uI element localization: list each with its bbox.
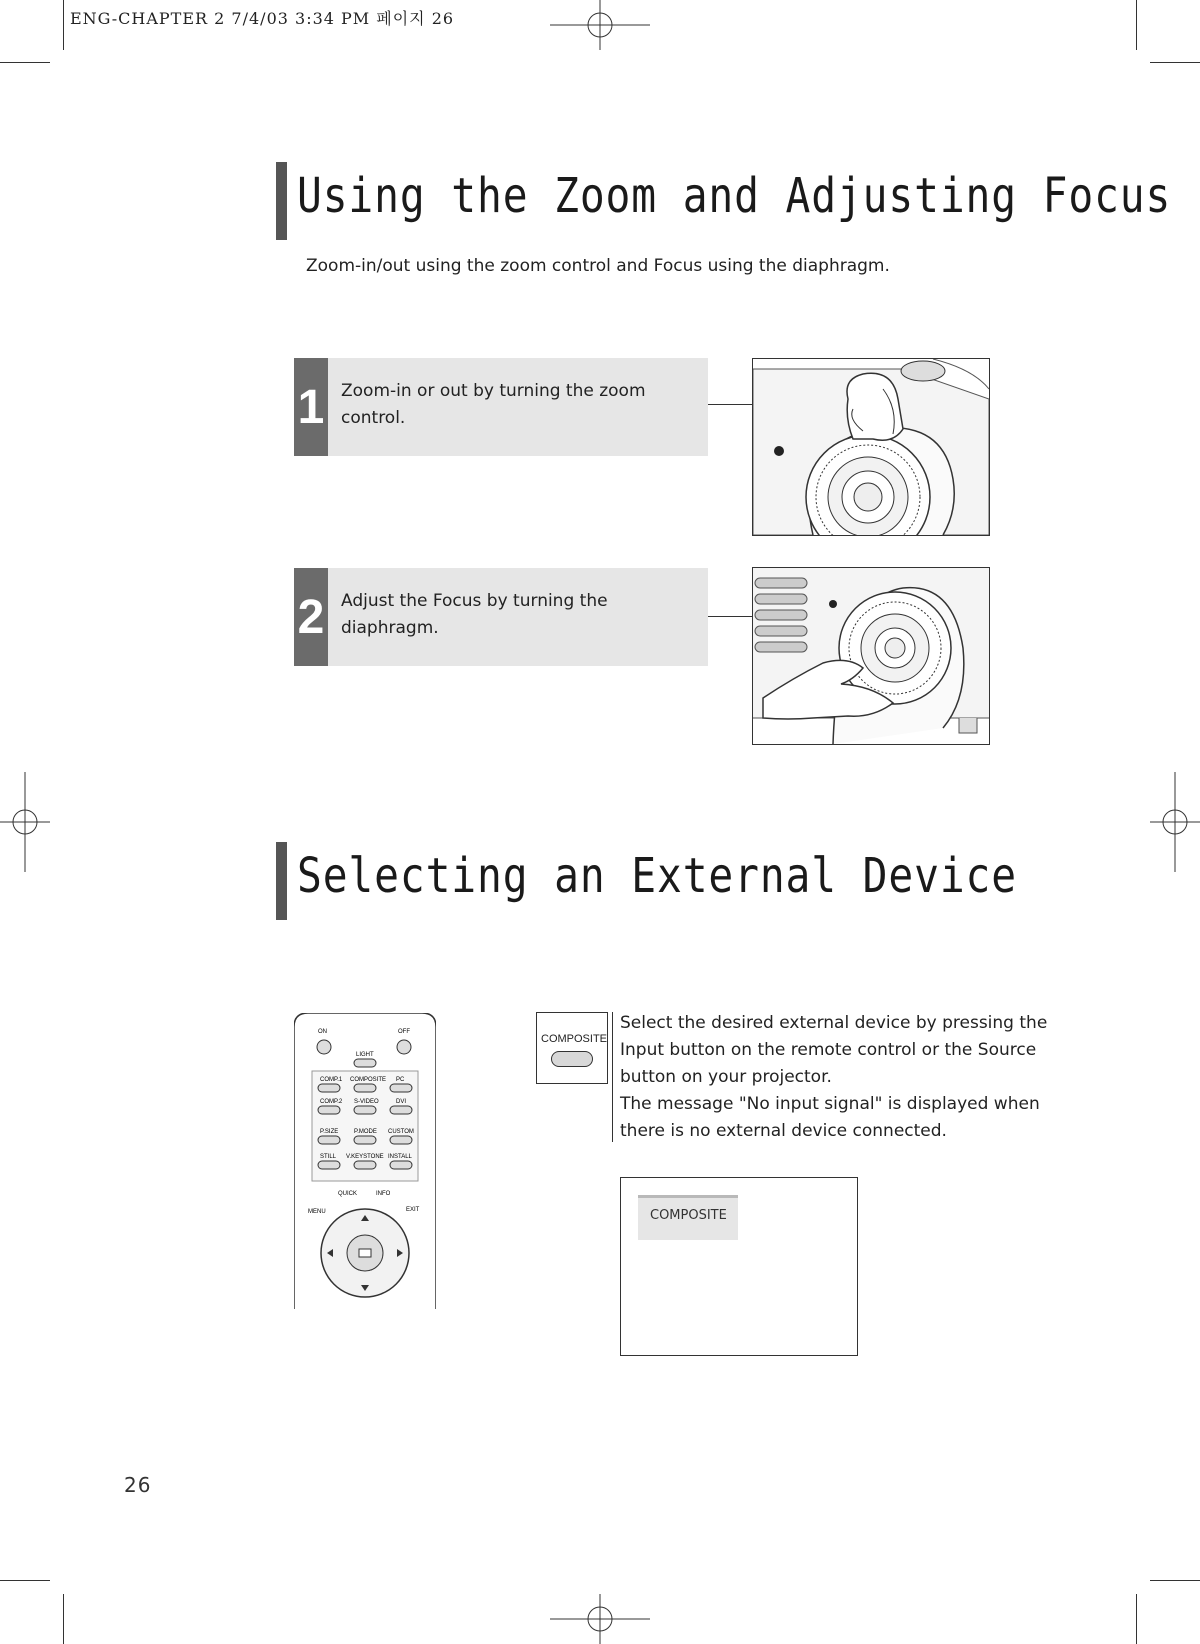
remote-row-4: [318, 1154, 413, 1169]
step-number: 1: [294, 358, 328, 456]
crop-mark: [0, 62, 50, 63]
leader-line: [708, 404, 752, 405]
remote-info-label: INFO: [376, 1191, 391, 1197]
projector-focus-illustration: [752, 567, 990, 745]
projector-zoom-illustration: [752, 358, 990, 536]
section-title-external-device: Selecting an External Device: [297, 848, 1017, 904]
crop-mark: [1136, 1594, 1137, 1644]
svg-text:COMP.2: COMP.2: [320, 1099, 343, 1105]
description-paragraph: The message "No input signal" is displayed when there is no external device connected.: [620, 1094, 1040, 1141]
remote-quick-label: QUICK: [338, 1191, 358, 1197]
svg-text:S-VIDEO: S-VIDEO: [354, 1099, 379, 1105]
remote-control-illustration: [294, 1013, 436, 1309]
osd-source-box: [638, 1195, 738, 1240]
svg-text:V.KEYSTONE: V.KEYSTONE: [346, 1154, 384, 1160]
svg-text:STILL: STILL: [320, 1154, 337, 1160]
leader-line: [708, 616, 752, 617]
registration-mark-right: [1150, 772, 1200, 872]
step-number: 2: [294, 568, 328, 666]
composite-button-figure: [536, 1012, 608, 1084]
section-bar: [276, 842, 287, 920]
crop-mark: [1150, 62, 1200, 63]
section-bar: [276, 162, 287, 240]
remote-row-2: [318, 1099, 412, 1114]
step-1-box: [294, 358, 708, 456]
crop-mark: [63, 1594, 64, 1644]
description-paragraph: Select the desired external device by pressing the Input button on the remote control or the Source button on your projector.: [620, 1013, 1048, 1087]
step-text: Zoom-in or out by turning the zoom control.: [341, 381, 646, 428]
crop-mark: [63, 0, 64, 50]
device-description: [620, 1010, 1060, 1145]
svg-text:INSTALL: INSTALL: [388, 1154, 412, 1160]
section-title-zoom: Using the Zoom and Adjusting Focus: [297, 168, 1172, 224]
description-divider: [612, 1012, 613, 1142]
svg-text:COMPOSITE: COMPOSITE: [350, 1077, 387, 1083]
composite-button-icon: [551, 1051, 593, 1067]
registration-mark-bottom: [550, 1594, 650, 1644]
crop-mark: [0, 1580, 50, 1581]
remote-on-label: ON: [318, 1029, 327, 1035]
svg-text:P.MODE: P.MODE: [354, 1129, 377, 1135]
svg-text:P.SIZE: P.SIZE: [320, 1129, 339, 1135]
crop-mark: [1136, 0, 1137, 50]
page-number: 26: [124, 1473, 152, 1497]
composite-button-label: COMPOSITE: [541, 1033, 608, 1045]
osd-screen-illustration: [620, 1177, 858, 1356]
print-header-stamp: ENG-CHAPTER 2 7/4/03 3:34 PM 페이지 26: [70, 9, 455, 28]
svg-text:PC: PC: [396, 1077, 405, 1083]
remote-row-3: [318, 1129, 414, 1144]
step-text: Adjust the Focus by turning the diaphragm.: [341, 591, 608, 638]
osd-source-label: COMPOSITE: [650, 1208, 727, 1223]
svg-text:COMP.1: COMP.1: [320, 1077, 343, 1083]
registration-mark-top: [550, 0, 650, 50]
registration-mark-left: [0, 772, 50, 872]
remote-row-1: [318, 1077, 412, 1092]
remote-off-label: OFF: [398, 1029, 410, 1035]
svg-text:DVI: DVI: [396, 1099, 407, 1105]
step-2-box: [294, 568, 708, 666]
svg-text:CUSTOM: CUSTOM: [388, 1129, 414, 1135]
section-subtitle: Zoom-in/out using the zoom control and Focus using the diaphragm.: [306, 256, 890, 276]
remote-light-label: LIGHT: [356, 1052, 374, 1058]
remote-menu-label: MENU: [308, 1209, 326, 1215]
crop-mark: [1150, 1580, 1200, 1581]
remote-exit-label: EXIT: [406, 1207, 420, 1213]
